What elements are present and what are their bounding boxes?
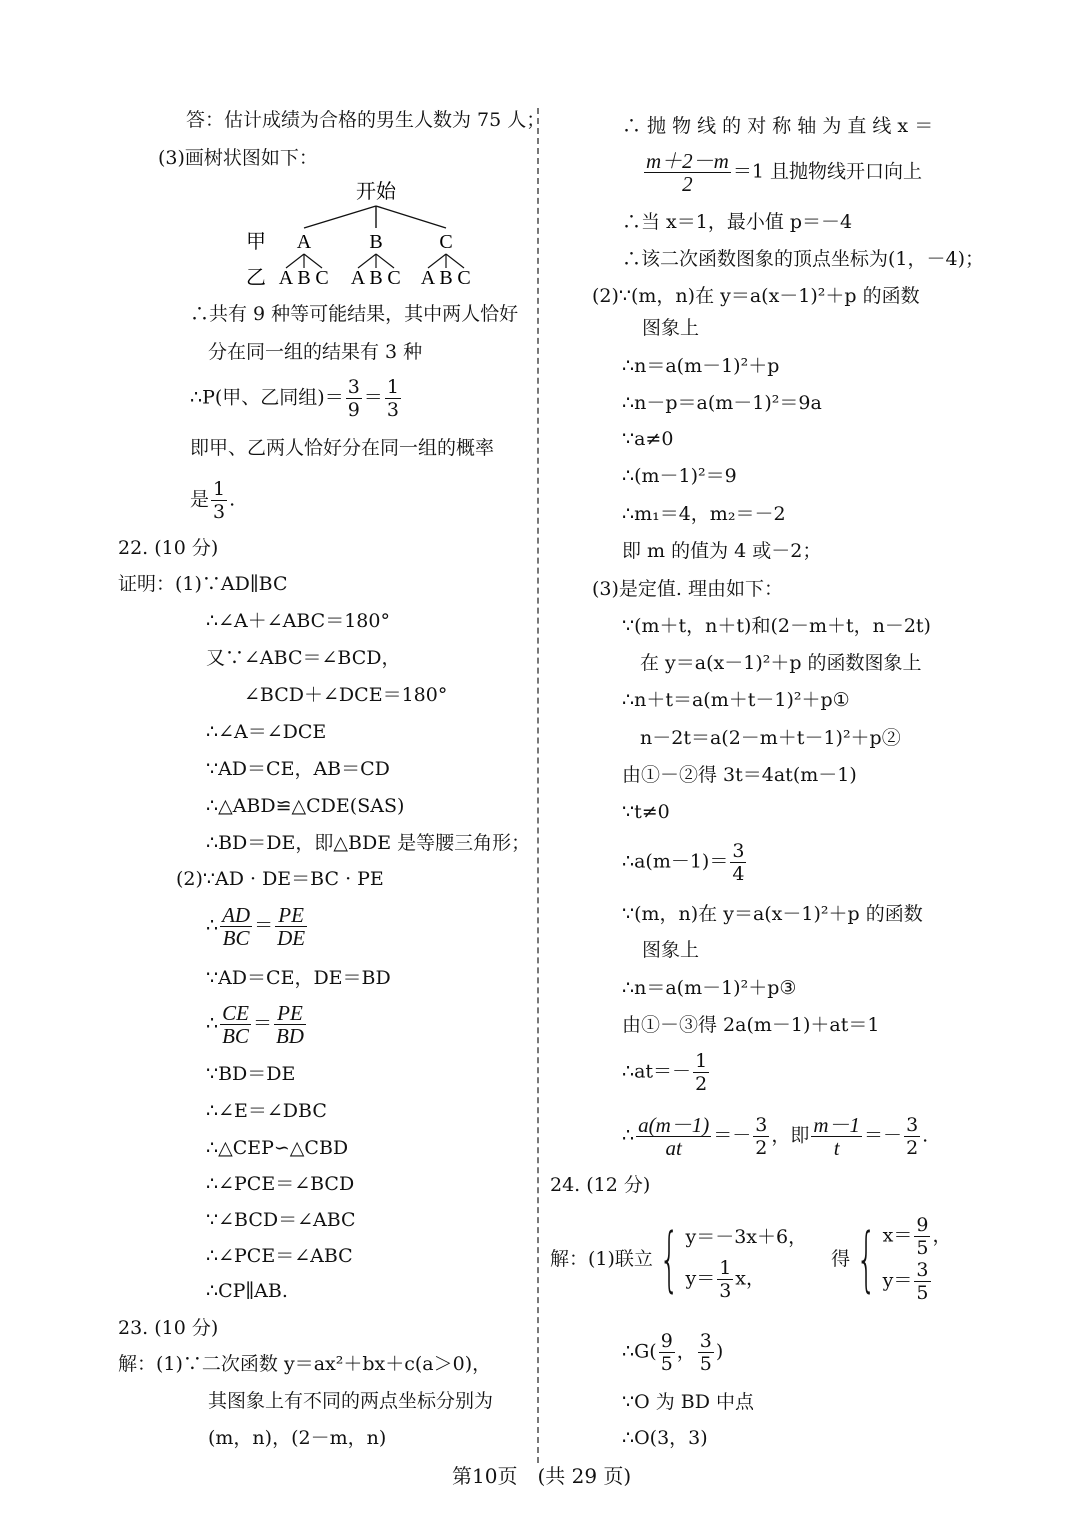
fraction: $\frac{3}{9}$ — [347, 376, 360, 421]
question-number: 23. (10 分) — [118, 1317, 219, 1339]
fraction: $\frac{AD}{BC}$ — [222, 903, 251, 950]
text-line: ∵(m，n)在 y＝a(x－1)²＋p 的函数 — [622, 903, 923, 925]
fraction: $\frac{3}{2}$ — [906, 1114, 919, 1159]
text-line: ∴(m－1)²＝9 — [622, 465, 737, 487]
probability-line: ∴P(甲、乙同组)＝ $\frac{3}{9}$ ＝ $\frac{1}{3}$ — [190, 376, 399, 421]
tree-node-l1: C — [439, 231, 453, 253]
fraction: $\frac{3}{5}$ — [916, 1259, 929, 1304]
tree-node-l1: A — [296, 231, 312, 253]
text-line: (2)∵AD · DE＝BC · PE — [176, 868, 384, 890]
left-brace: { — [659, 1218, 680, 1300]
text-line: ∵O 为 BD 中点 — [622, 1391, 754, 1413]
text-line: ∵AD＝CE，AB＝CD — [206, 758, 390, 780]
text-line: ∴n－p＝a(m－1)²＝9a — [622, 392, 822, 414]
tree-root: 开始 — [356, 181, 396, 203]
text-line: ∴∠A＋∠ABC＝180° — [206, 610, 390, 632]
text-line: 由①－②得 3t＝4at(m－1) — [622, 764, 857, 786]
text-line: ∵(m＋t，n＋t)和(2－m＋t，n－2t) — [622, 615, 931, 637]
fraction-line: ∴a(m－1)＝ $\frac{3}{4}$ — [622, 840, 745, 885]
column-divider — [537, 108, 539, 1463]
tree-label-jia: 甲 — [246, 231, 266, 253]
text: ∴P(甲、乙同组)＝ — [190, 386, 344, 409]
text-line: ∴△CEP∽△CBD — [206, 1137, 349, 1159]
system-equations: y＝－3x＋6， y＝ $\frac{1}{3}$ x， — [685, 1225, 808, 1302]
fraction: $\frac{a(m-1)}{at}$ — [638, 1113, 710, 1160]
tree-node-l2: A — [420, 267, 436, 289]
text-line: ∴△ABD≌△CDE(SAS) — [206, 795, 405, 817]
text-line: ∴∠PCE＝∠BCD — [206, 1173, 355, 1195]
text-line: ∴O(3，3) — [622, 1427, 708, 1449]
fraction: $\frac{3}{2}$ — [755, 1114, 768, 1159]
text-line: 图象上 — [642, 939, 700, 961]
text-line: (3)是定值. 理由如下： — [592, 578, 783, 600]
text-line: ∠BCD＋∠DCE＝180° — [244, 684, 448, 706]
tree-node-l2: B — [297, 267, 311, 289]
fraction: $\frac{m+2-m}{2}$ — [646, 149, 729, 196]
text-line: ∴n＝a(m－1)²＋p③ — [622, 977, 797, 999]
text-line: 图象上 — [642, 317, 700, 339]
fraction-line: ∴at＝－ $\frac{1}{2}$ — [622, 1050, 708, 1095]
fraction: $\frac{9}{5}$ — [916, 1214, 929, 1259]
text-line: ∴当 x＝1，最小值 p＝－4 — [622, 211, 853, 233]
text-line: 证明：(1)∵AD∥BC — [118, 573, 288, 595]
text-line: ∴∠PCE＝∠ABC — [206, 1245, 353, 1267]
text-line: ∴ 抛 物 线 的 对 称 轴 为 直 线 x ＝ — [622, 115, 934, 137]
text-line: ∴该二次函数图象的顶点坐标为(1，－4)； — [622, 248, 985, 270]
text-line: ∴∠A＝∠DCE — [206, 721, 327, 743]
fraction-line: $\frac{m+2-m}{2}$ ＝1 且抛物线开口向上 — [646, 149, 922, 196]
fraction-line: ∴ $\frac{a(m-1)}{at}$ ＝－ $\frac{3}{2}$ ，即 $\frac{m-1}{t}$ ＝－ $\frac{3}{2}$ . — [622, 1113, 929, 1160]
text-line: 其图象上有不同的两点坐标分别为 — [208, 1390, 494, 1412]
tree-label-yi: 乙 — [246, 267, 266, 289]
tree-node-l2: C — [315, 267, 329, 289]
tree-node-l2: A — [278, 267, 294, 289]
tree-diagram — [230, 176, 510, 291]
fraction-line: ∴ $\frac{CE}{BC}$ ＝ $\frac{PE}{BD}$ — [206, 1001, 304, 1048]
text-line: ∴n＝a(m－1)²＋p — [622, 355, 780, 377]
text-line: 又∵∠ABC＝∠BCD， — [206, 647, 401, 669]
fraction: $\frac{PE}{DE}$ — [277, 903, 306, 950]
text-line: (3)画树状图如下： — [158, 147, 318, 169]
fraction: $\frac{3}{4}$ — [732, 840, 745, 885]
text-line: 在 y＝a(x－1)²＋p 的函数图象上 — [640, 652, 922, 674]
text-line: 即甲、乙两人恰好分在同一组的概率 — [190, 437, 495, 459]
text-line: ∵BD＝DE — [206, 1063, 296, 1085]
fraction: $\frac{1}{2}$ — [695, 1050, 708, 1095]
fraction-line: ∴ $\frac{AD}{BC}$ ＝ $\frac{PE}{DE}$ — [206, 903, 306, 950]
tree-node-l2: A — [350, 267, 366, 289]
fraction: $\frac{PE}{BD}$ — [275, 1001, 304, 1048]
text-line: 分在同一组的结果有 3 种 — [208, 341, 423, 363]
text-line: ∵∠BCD＝∠ABC — [206, 1209, 356, 1231]
fraction: $\frac{CE}{BC}$ — [222, 1001, 249, 1048]
text-line: 即 m 的值为 4 或－2； — [622, 540, 822, 562]
text-line: ∴∠E＝∠DBC — [206, 1100, 327, 1122]
tree-node-l2: B — [369, 267, 383, 289]
tree-node-l2: C — [457, 267, 471, 289]
tree-node-l2: C — [387, 267, 401, 289]
question-number: 24. (12 分) — [550, 1174, 651, 1196]
text-line: 答：估计成绩为合格的男生人数为 75 人； — [186, 109, 546, 131]
text-line: ∴m₁＝4，m₂＝－2 — [622, 503, 786, 525]
text-line: ∴n＋t＝a(m＋t－1)²＋p① — [622, 689, 850, 711]
text-line: ∴CP∥AB. — [206, 1280, 288, 1302]
system-solution: x＝ $\frac{9}{5}$ ， y＝ $\frac{3}{5}$ — [882, 1214, 952, 1304]
fraction-line: ∴G( $\frac{9}{5}$ ， $\frac{3}{5}$ ) — [622, 1330, 724, 1375]
text-line: ∵t≠0 — [622, 801, 670, 823]
text-line: ∵a≠0 — [622, 428, 674, 450]
equation-system: 解：(1)联立{ y＝－3x＋6， y＝ $\frac{1}{3}$ x， 得{ x＝ $\frac{9}{5}$ ， y＝ $\frac{3}{5}$ — [550, 1214, 952, 1304]
fraction: $\frac{1}{3}$ — [386, 376, 399, 421]
text-line: n－2t＝a(2－m＋t－1)²＋p② — [640, 727, 901, 749]
fraction: $\frac{3}{5}$ — [699, 1330, 712, 1375]
text-line: 解：(1)∵二次函数 y＝ax²＋bx＋c(a＞0)， — [118, 1353, 492, 1375]
text-line: (2)∵(m，n)在 y＝a(x－1)²＋p 的函数 — [592, 285, 920, 307]
text-line: ∴共有 9 种等可能结果，其中两人恰好 — [190, 303, 519, 325]
text-line: ∴BD＝DE，即△BDE 是等腰三角形； — [206, 832, 531, 854]
tree-node-l1: B — [369, 231, 383, 253]
text-line: ∵AD＝CE，DE＝BD — [206, 967, 391, 989]
text-line: 是 $\frac{1}{3}$ . — [190, 478, 236, 523]
question-number: 22. (10 分) — [118, 537, 219, 559]
text-line: 由①－③得 2a(m－1)＋at＝1 — [622, 1014, 880, 1036]
fraction: $\frac{9}{5}$ — [660, 1330, 673, 1375]
fraction: $\frac{1}{3}$ — [213, 478, 226, 523]
page-footer: 第10页 (共 29 页) — [452, 1464, 632, 1488]
left-brace: { — [856, 1218, 877, 1300]
fraction: $\frac{1}{3}$ — [719, 1256, 732, 1302]
text-line: (m，n)，(2－m，n) — [208, 1427, 387, 1449]
tree-node-l2: B — [439, 267, 453, 289]
fraction: $\frac{m-1}{t}$ — [813, 1113, 861, 1160]
